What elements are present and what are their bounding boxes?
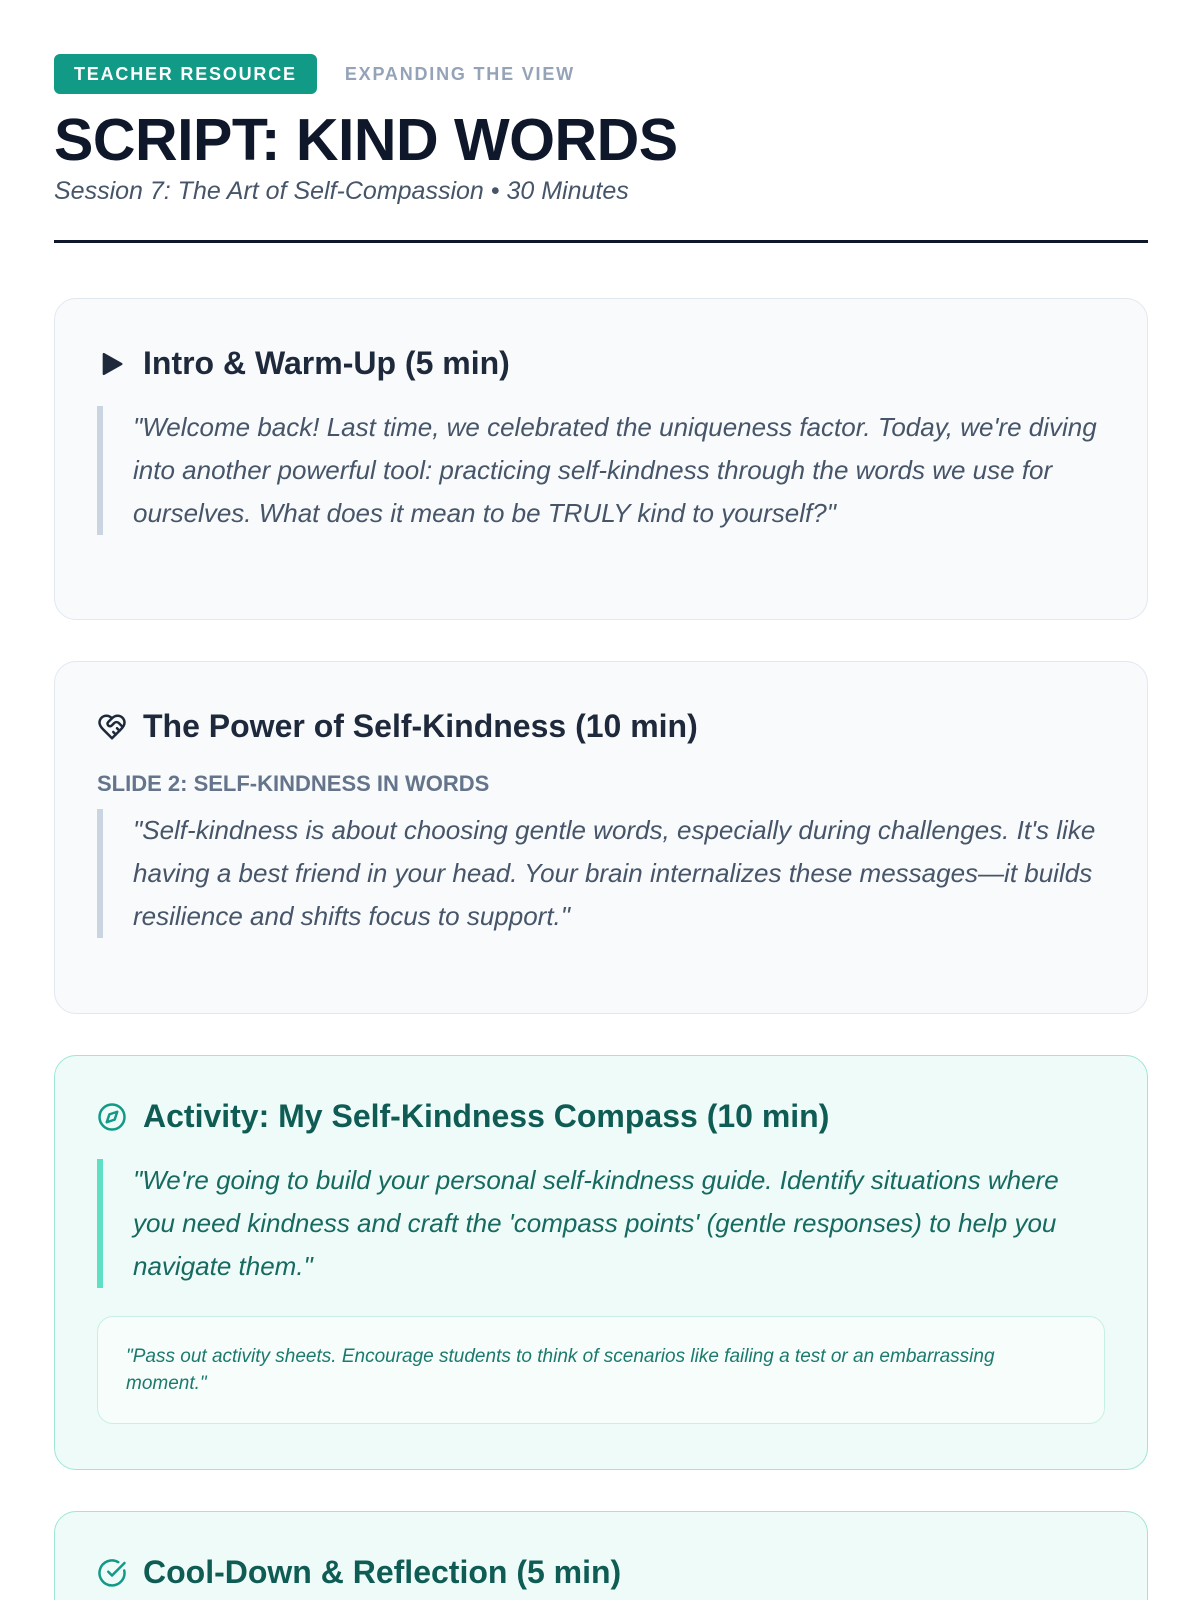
section-heading: Cool-Down & Reflection (5 min) [143, 1554, 622, 1590]
script-quote: "We're going to build your personal self-kindness guide. Identify situations where you need kindness and craft the 'compass points' (gentle responses) to help you navigate them." [97, 1159, 1105, 1288]
section-heading: Activity: My Self-Kindness Compass (10 min) [143, 1098, 830, 1134]
slide-label: SLIDE 2: SELF-KINDNESS IN WORDS [97, 771, 490, 796]
section-header [97, 1098, 1105, 1135]
page-title: SCRIPT: KIND WORDS [54, 107, 678, 173]
tag-row [54, 54, 1148, 94]
section-heading: Intro & Warm-Up (5 min) [143, 345, 510, 381]
header-divider [54, 240, 1148, 243]
page-header [54, 54, 1148, 206]
play-icon [97, 349, 127, 379]
section-header [97, 345, 1105, 382]
check-circle-icon [97, 1558, 127, 1588]
resource-badge: TEACHER RESOURCE [54, 54, 317, 94]
section-header [97, 708, 1105, 745]
section-activity [54, 1055, 1148, 1470]
section-intro [54, 298, 1148, 620]
section-self-kindness [54, 661, 1148, 1014]
section-header [97, 1554, 1105, 1591]
compass-icon [97, 1102, 127, 1132]
section-heading: The Power of Self-Kindness (10 min) [143, 708, 698, 744]
heart-handshake-icon [97, 712, 127, 742]
series-label: EXPANDING THE VIEW [344, 63, 575, 84]
page-subtitle: Session 7: The Art of Self-Compassion • 30 Minutes [54, 176, 629, 205]
script-quote: "Welcome back! Last time, we celebrated the uniqueness factor. Today, we're diving into another powerful tool: practicing self-kindness through the words we use for ourselves. What does it mean to be TRULY kind to yourself?" [97, 406, 1105, 535]
teacher-note: "Pass out activity sheets. Encourage students to think of scenarios like failing a test or an embarrassing moment." [97, 1316, 1105, 1424]
section-cool-down [54, 1511, 1148, 1600]
script-quote: "Self-kindness is about choosing gentle words, especially during challenges. It's like having a best friend in your head. Your brain internalizes these messages—it builds resilience and shifts focus to support." [97, 809, 1105, 938]
